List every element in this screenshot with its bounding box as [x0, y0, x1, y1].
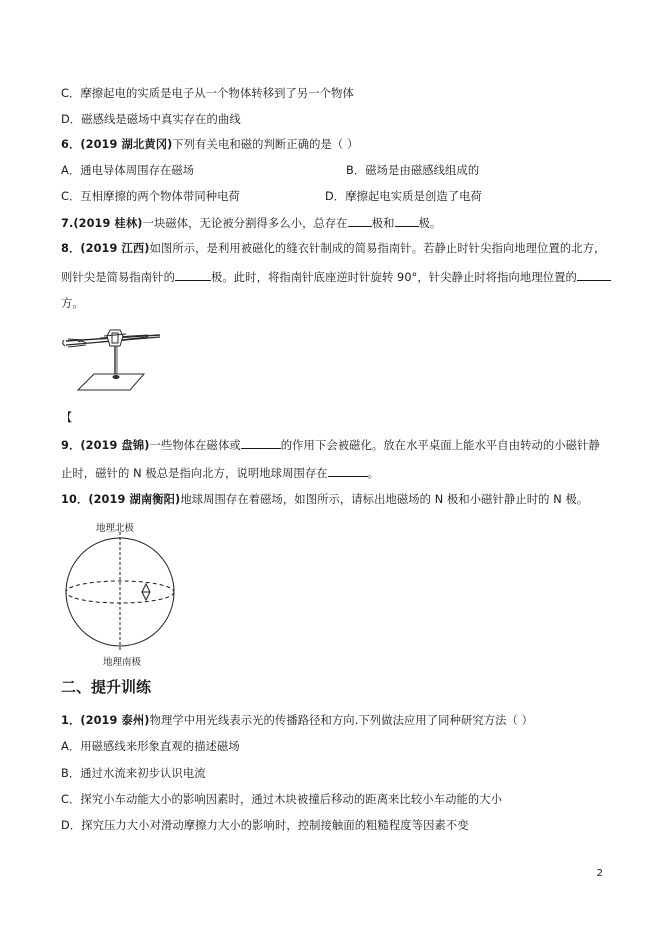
- q7-stem: [61, 215, 441, 232]
- q10-number: 10．: [61, 493, 89, 506]
- q6-options-ab: [61, 163, 480, 179]
- q7-text-1: 一块磁体，无论被分割得多么小，总存在: [142, 217, 348, 230]
- q8-line-1: [61, 241, 605, 257]
- q10-stem: [61, 492, 588, 508]
- globe-icon: [66, 532, 174, 652]
- q9-line2-text-a: 止时，磁针的 N 极总是指向北方，说明地球周围存在: [61, 467, 328, 480]
- q6-option-a: A．通电导体周围存在磁场: [61, 164, 195, 177]
- page-number: 2: [596, 868, 603, 879]
- q8-blank-1: [175, 269, 211, 281]
- stray-bracket: 【: [61, 411, 73, 424]
- q9-blank-2: [328, 465, 368, 477]
- q9-source: (2019 盘锦): [80, 439, 150, 452]
- q7-number: 7.: [61, 217, 74, 230]
- q9-line2-text-b: 。: [367, 467, 380, 480]
- s2q1-source: (2019 泰州): [80, 714, 150, 727]
- s2q1-stem-text: 物理学中用光线表示光的传播路径和方向.下列做法应用了同种研究方法（ ）: [149, 714, 534, 727]
- q9-blank-1: [241, 437, 281, 449]
- pivot-icon: [104, 330, 126, 346]
- q7-text-2: 极和: [371, 217, 395, 230]
- q6-source: (2019 湖北黄冈): [80, 138, 173, 151]
- s2q1-option-a: A．用磁感线来形象直观的描述磁场: [61, 740, 240, 753]
- q6-stem-text: 下列有关电和磁的判断正确的是（ ）: [172, 138, 359, 151]
- section-title: 二、提升训练: [61, 678, 152, 696]
- q8-line-2: [61, 269, 611, 286]
- q9-line-2: [61, 465, 379, 482]
- q6-option-b: B．磁场是由磁感线组成的: [346, 164, 480, 177]
- q9-line-1: [61, 437, 600, 454]
- q6-number: 6．: [61, 138, 81, 151]
- q7-blank-2: [395, 215, 419, 227]
- q9-number: 9．: [61, 439, 81, 452]
- q5-option-c: C．摩擦起电的实质是电子从一个物体转移到了另一个物体: [61, 87, 354, 100]
- small-magnetic-needle-icon: [142, 584, 150, 600]
- earth-globe-figure: [62, 532, 180, 652]
- needle-compass-figure: [60, 324, 172, 394]
- q8-line1-text: 如图所示，是利用被磁化的缝衣针制成的简易指南针。若静止时针尖指向地理位置的北方，: [149, 242, 606, 255]
- q6-stem: [61, 137, 358, 153]
- q8-number: 8．: [61, 242, 81, 255]
- q8-line2-text-b: 极。此时，将指南针底座逆时针旋转 90°，针尖静止时将指向地理位置的: [210, 271, 577, 284]
- q8-blank-2: [577, 269, 611, 281]
- q8-line2-text-a: 则针尖是简易指南针的: [61, 271, 175, 284]
- q8-line-3: 方。: [61, 297, 84, 310]
- q10-source: (2019 湖南衡阳): [88, 493, 181, 506]
- label-geographic-north: 地理北极: [96, 523, 135, 534]
- s2q1-option-b: B．通过水流来初步认识电流: [61, 767, 206, 780]
- label-geographic-south: 地理南极: [103, 657, 142, 668]
- q6-option-c: C．互相摩擦的两个物体带同种电荷: [61, 190, 240, 203]
- q8-source: (2019 江西): [80, 242, 150, 255]
- q7-source: (2019 桂林): [73, 217, 143, 230]
- q7-text-3: 极。: [418, 217, 442, 230]
- s2q1-number: 1．: [61, 714, 81, 727]
- q9-line1-text-b: 的作用下会被磁化。放在水平桌面上能水平自由转动的小磁针静: [280, 439, 600, 452]
- q10-stem-text: 地球周围存在着磁场，如图所示，请标出地磁场的 N 极和小磁针静止时的 N 极。: [180, 493, 589, 506]
- s2q1-option-c: C．探究小车动能大小的影响因素时，通过木块被撞后移动的距离来比较小车动能的大小: [61, 793, 503, 806]
- q7-blank-1: [348, 215, 372, 227]
- q9-line1-text-a: 一些物体在磁体或: [149, 439, 241, 452]
- s2q1-stem: [61, 713, 533, 729]
- q5-option-d: D．磁感线是磁场中真实存在的曲线: [61, 113, 241, 126]
- s2q1-option-d: D．探究压力大小对滑动摩擦力大小的影响时，控制接触面的粗糙程度等因素不变: [61, 819, 469, 832]
- q6-options-cd: [61, 189, 482, 205]
- stand-icon: [78, 346, 144, 390]
- q6-option-d: D．摩擦起电实质是创造了电荷: [325, 190, 482, 203]
